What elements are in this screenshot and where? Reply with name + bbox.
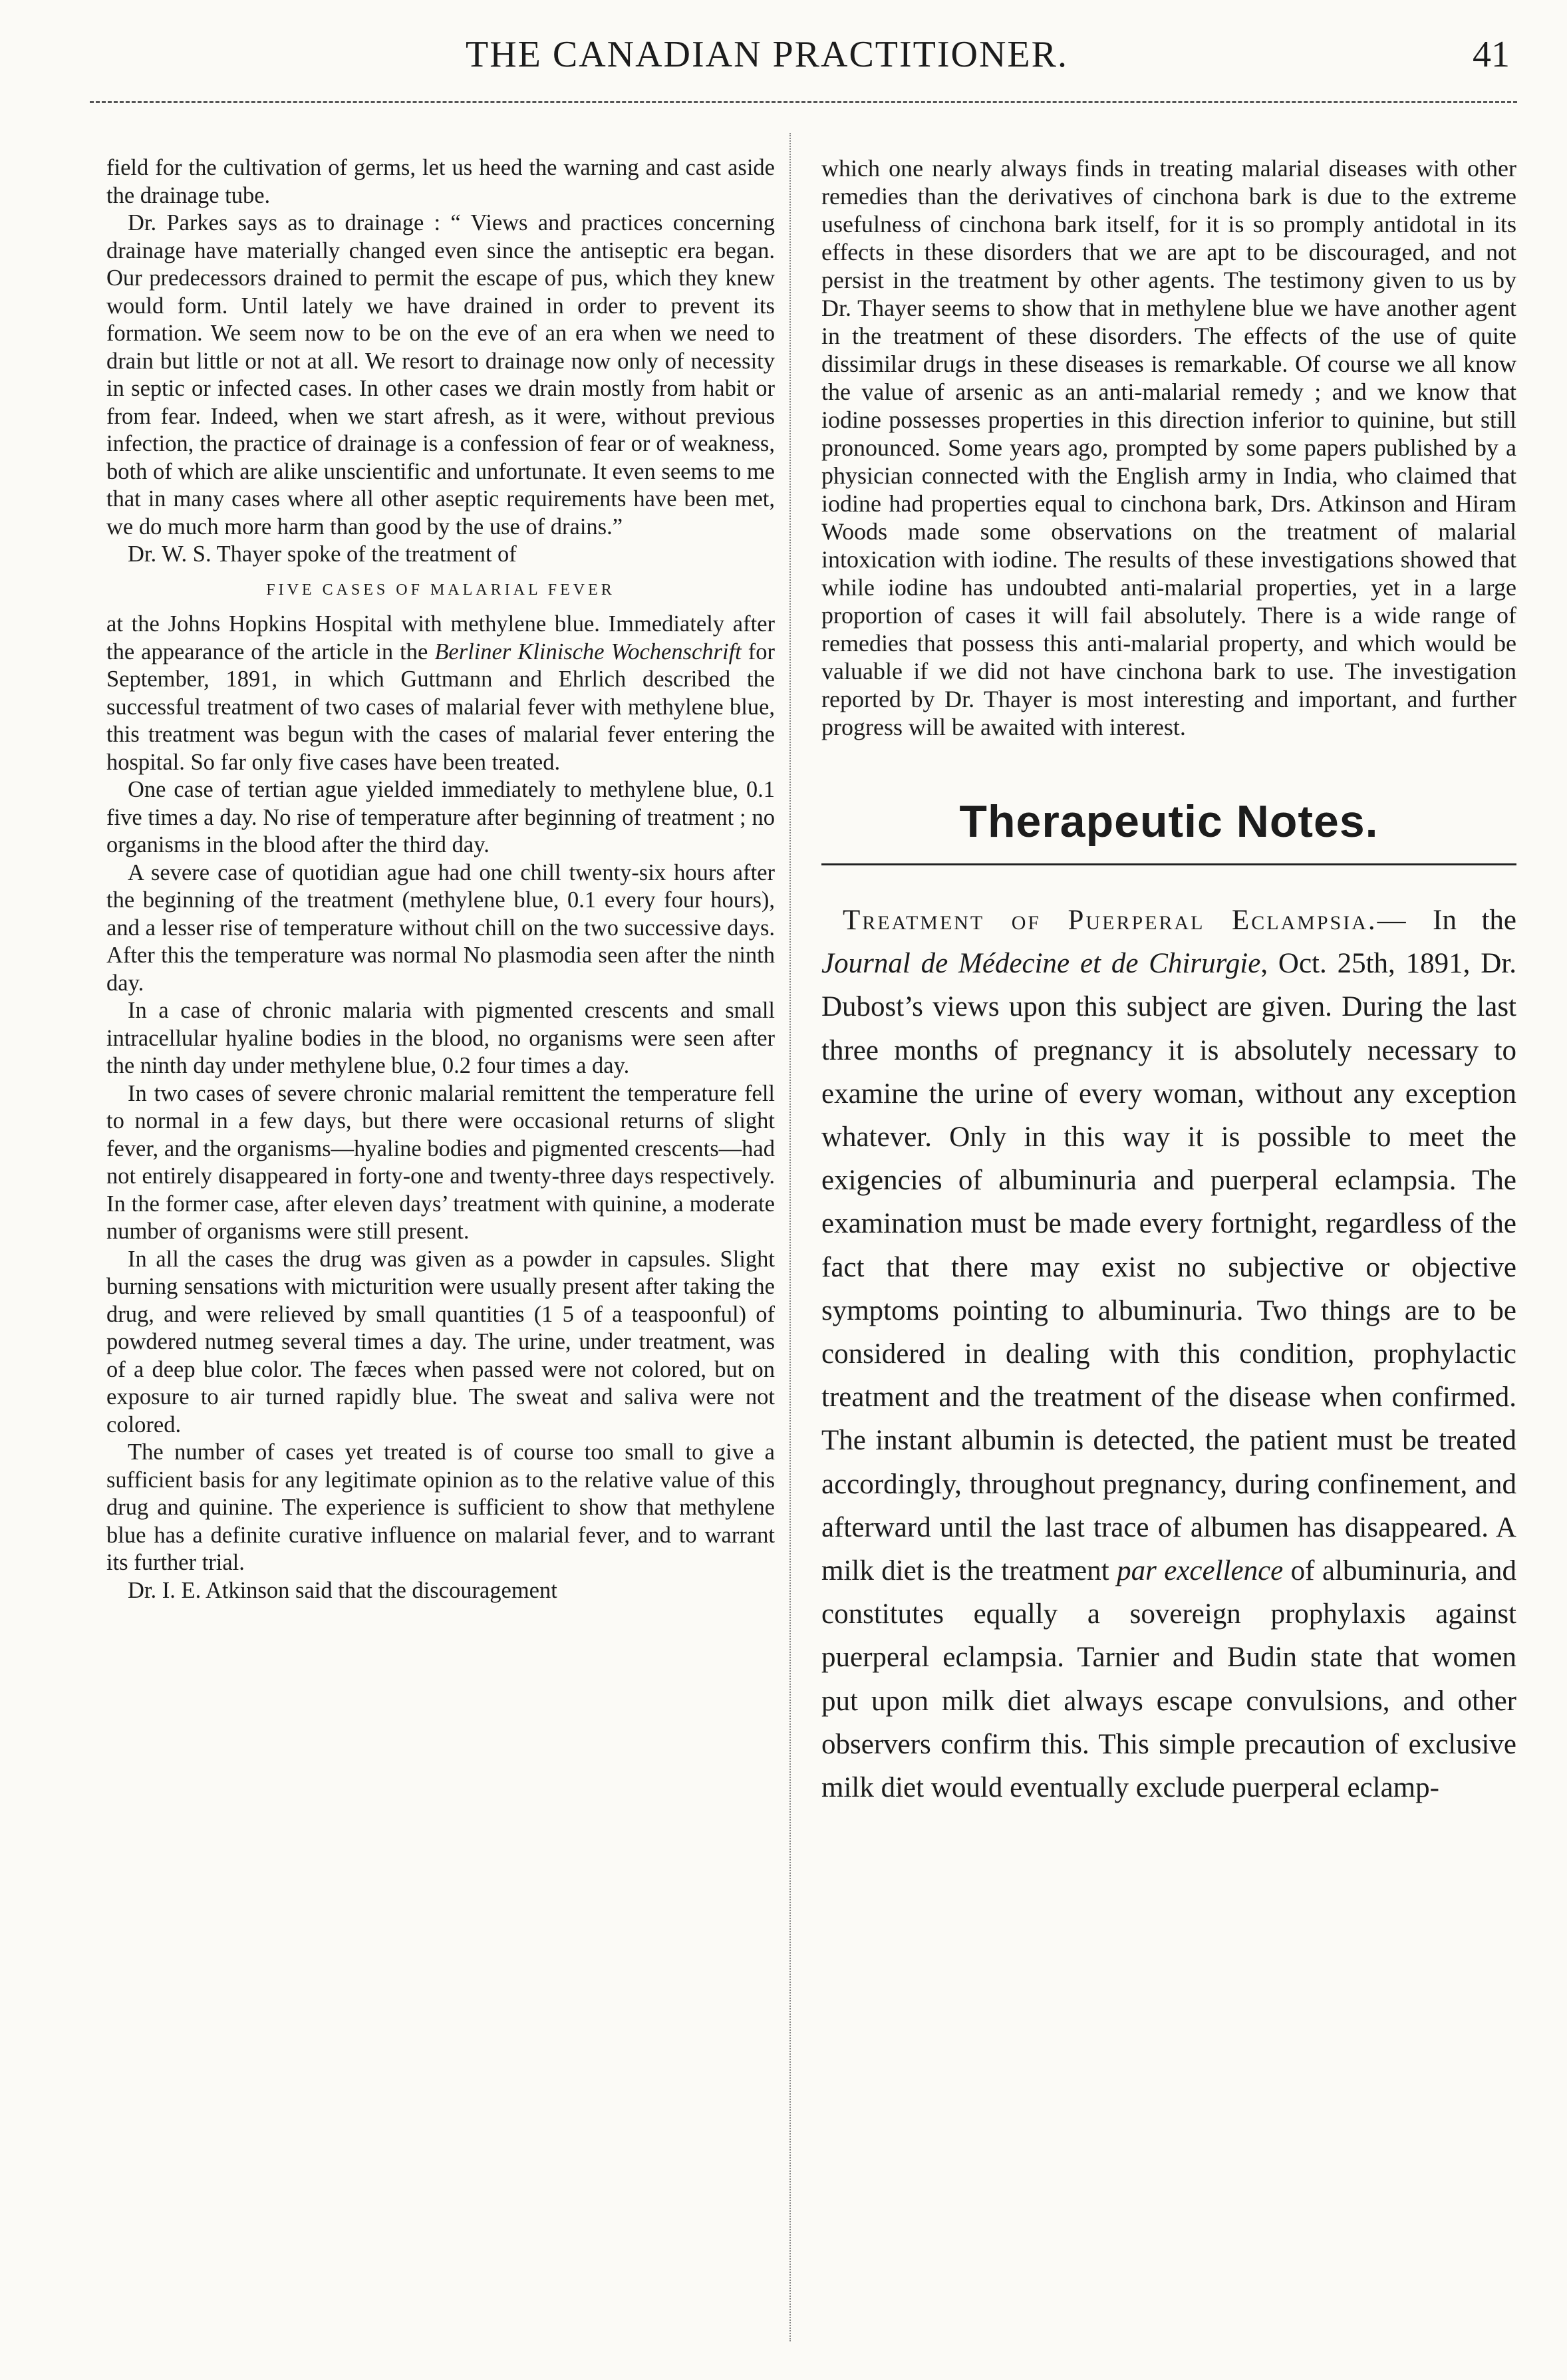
left-column xyxy=(106,154,775,1604)
column-divider xyxy=(789,133,791,2341)
text-run: In the xyxy=(1407,905,1516,936)
text-run: for September, 1891, in which Guttmann and Ehrlich described the successful treatment of two cases of malarial fever with methylene blue, this treatment was begun with the cases of malarial fever entering the hospital. So far only five cases have been treated. xyxy=(106,639,775,775)
page-header xyxy=(0,0,1567,113)
italic-par-excellence: par excellence xyxy=(1117,1555,1284,1587)
left-paragraph-atkinson: Dr. I. E. Atkinson said that the discouragement xyxy=(128,1577,557,1603)
subheading-malarial-fever: FIVE CASES OF MALARIAL FEVER xyxy=(266,581,615,599)
text-run: at the Johns Hopkins Hospital with methylene blue. Immediately after the appearance of the article in the xyxy=(106,611,775,665)
journal-title-berliner: Berliner Klinische Wochenschrift xyxy=(434,639,742,665)
left-paragraph-1: field for the cultivation of germs, let us heed the warning and cast aside the drainage tube. xyxy=(106,155,775,208)
notes-lead-title: Treatment of Puerperal Eclampsia.— xyxy=(843,905,1408,936)
section-rule xyxy=(821,863,1516,865)
left-paragraph-chronic: In a case of chronic malaria with pigmented crescents and small intracellular hyaline bodies in the blood, no organisms were seen after the ninth day under methylene blue, 0.2 four times a day. xyxy=(106,998,775,1078)
right-column xyxy=(821,154,1516,1809)
page-number: 41 xyxy=(1473,34,1510,75)
left-paragraph-remittent: In two cases of severe chronic malarial remittent the temperature fell to normal in a few days, but there were occasional returns of slight fever, and the organisms—hyaline bodies and pigmented crescents—had not entirely disappeared in forty-one and twenty-three days respectively. In the former case, after eleven days’ treatment with quinine, a moderate number of organisms were still present. xyxy=(106,1080,775,1244)
notes-paragraph-eclampsia xyxy=(821,899,1516,1809)
left-paragraph-tertian: One case of tertian ague yielded immediately to methylene blue, 0.1 five times a day. No rise of temperature after beginning of treatment ; no organisms in the blood after the third day. xyxy=(106,777,775,857)
text-run: , Oct. 25th, 1891, Dr. Dubost’s views upon this subject are given. During the last three months of pregnancy it is absolutely necessary to examine the urine of every woman, without any exception whatever. Only in this way it is possible to meet the exigencies of albuminuria and puerperal eclampsia. The examination must be made every fortnight, regardless of the fact that there may exist no subjective or objective symptoms pointing to albuminuria. Two things are to be considered in dealing with this condition, prophylactic treatment and the treatment of the disease when confirmed. The instant albumin is detected, the patient must be treated accordingly, throughout pregnancy, during confinement, and afterward until the last trace of albumen has disappeared. A milk diet is the treatment xyxy=(821,948,1516,1587)
section-title-therapeutic-notes: Therapeutic Notes. xyxy=(959,796,1379,847)
right-paragraph-continuation: which one nearly always finds in treating malarial diseases with other remedies than the derivatives of cinchona bark is due to the extreme usefulness of cinchona bark itself, for it is so promply antidotal in its effects in these disorders that we are apt to be discouraged, and not persist in the treatment by other agents. The testimony given to us by Dr. Thayer seems to show that in methylene blue we have another agent in the treatment of these disorders. The effects of the use of quite dissimilar drugs in these diseases is remarkable. Of course we all know the value of arsenic as an anti-malarial remedy ; and we know that iodine possesses properties in this direction inferior to quinine, but still pronounced. Some years ago, prompted by some papers published by a physician connected with the English army in India, who claimed that iodine had properties equal to cinchona bark, Drs. Atkinson and Hiram Woods made some observations on the treatment of malarial intoxication with iodine. The results of these investigations showed that while iodine has undoubted anti-malarial properties, yet in a large proportion of cases it will fail absolutely. There is a wide range of remedies that possess this anti-malarial property, and which would be valuable if we did not have cinchona bark to use. The investigation reported by Dr. Thayer is most interesting and important, and further progress will be awaited with interest. xyxy=(821,155,1516,740)
journal-title-medecine: Journal de Médecine et de Chirurgie xyxy=(821,948,1261,980)
header-rule xyxy=(90,101,1517,103)
left-paragraph-conclusion: The number of cases yet treated is of course too small to give a sufficient basis for any legitimate opinion as to the relative value of this drug and quinine. The experience is sufficient to show that methylene blue has a definite curative influence on malarial fever, and to warrant its further trial. xyxy=(106,1439,775,1575)
left-paragraph-quotidian: A severe case of quotidian ague had one chill twenty-six hours after the beginning of the treatment (methylene blue, 0.1 every four hours), and a lesser rise of temperature without chill on the two successive days. After this the temperature was normal No plasmodia seen after the ninth day. xyxy=(106,859,775,996)
text-run: of albuminuria, and constitutes equally a sovereign prophylaxis against puerperal eclampsia. Tarnier and Budin state that women put upon milk diet always escape convulsions, and other observers confirm this. This simple precaution of exclusive milk diet would eventually exclude puerperal eclamp- xyxy=(821,1555,1516,1804)
left-paragraph-capsules: In all the cases the drug was given as a powder in capsules. Slight burning sensations with micturition were usually present after taking the drug, and were relieved by small quantities (1 5 of a teaspoonful) of powdered nutmeg several times a day. The urine, under treatment, was of a deep blue color. The fæces when passed were not colored, but on exposure to air turned rapidly blue. The sweat and saliva were not colored. xyxy=(106,1246,775,1437)
left-paragraph-thayer-intro: Dr. W. S. Thayer spoke of the treatment of xyxy=(128,541,517,567)
left-paragraph-parkes: Dr. Parkes says as to drainage : “ Views and practices concerning drainage have materially changed even since the antiseptic era began. Our predecessors drained to permit the escape of pus, which they knew would form. Until lately we have drained in order to prevent its formation. We seem now to be on the eve of an era when we need to drain but little or not at all. We resort to drainage now only of necessity in septic or infected cases. In other cases we drain mostly from habit or from fear. Indeed, when we start afresh, as it were, without previous infection, the practice of drainage is a confession of fear or of weakness, both of which are alike unscientific and unfortunate. It even seems to me that in many cases where all other aseptic requirements have been met, we do much more harm than good by the use of drains.” xyxy=(106,210,775,539)
left-paragraph-hopkins xyxy=(106,611,775,776)
running-title: THE CANADIAN PRACTITIONER. xyxy=(466,34,1068,75)
